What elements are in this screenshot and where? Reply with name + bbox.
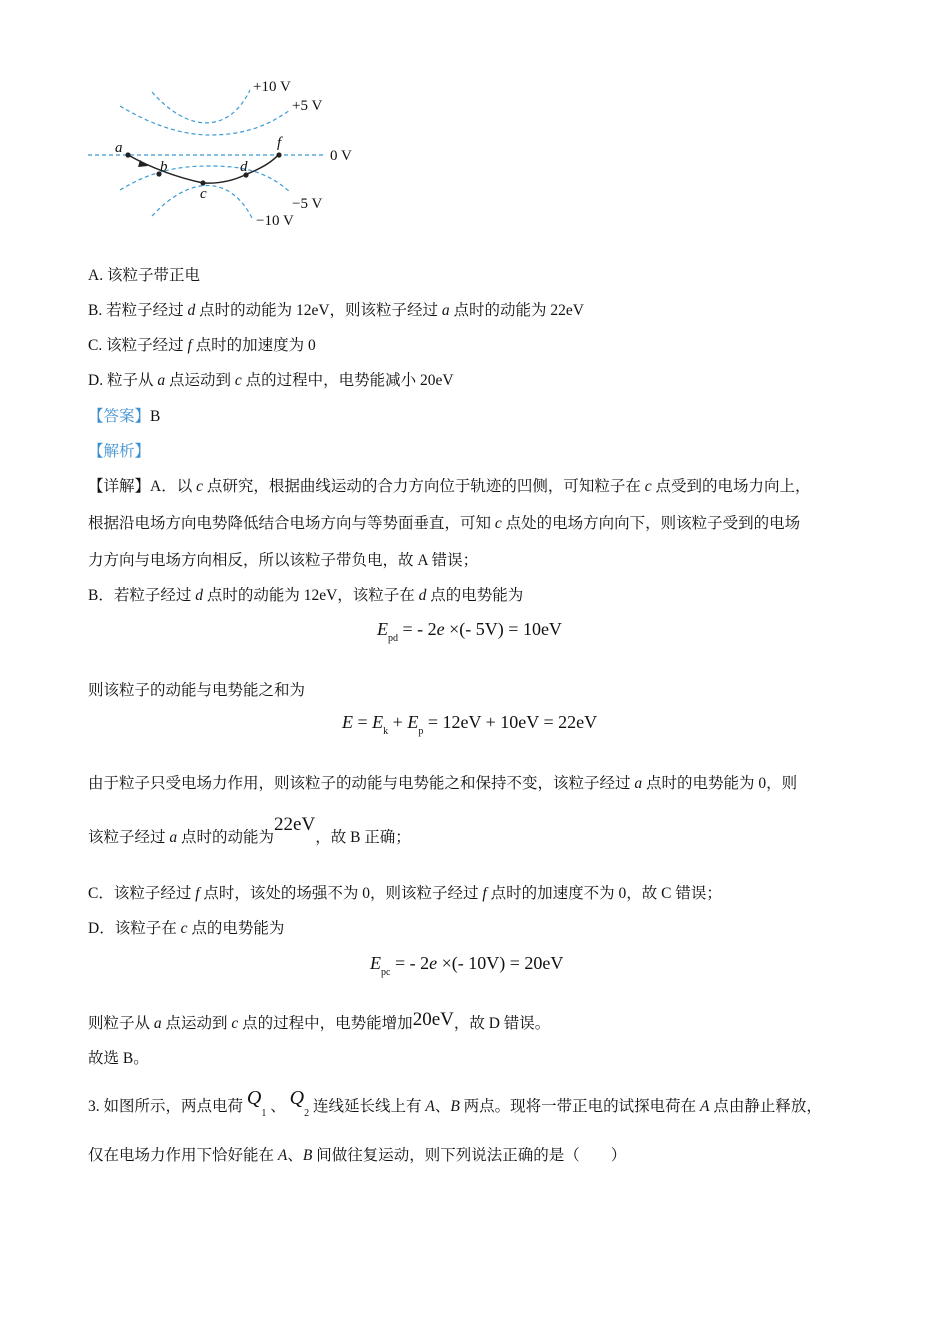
detail-line-2: 根据沿电场方向电势降低结合电场方向与等势面垂直，可知 c 点处的电场方向向下，则该粒子受到的电场 — [88, 515, 801, 532]
equation-epc: $E_{pc}$ = - 2e ×(- 10V) = 20eV — [370, 953, 564, 978]
detail-line-3: 力方向与电场方向相反，所以该粒子带负电，故 A 错误； — [88, 552, 479, 569]
label-zero: 0 V — [330, 148, 352, 164]
detail-line-6: 由于粒子只受电场力作用，则该粒子的动能与电势能之和保持不变，该粒子经过 a 点时的电势能为 0，则 — [88, 775, 798, 792]
option-c: C. 该粒子经过 f 点时的加速度为 0 — [88, 337, 316, 354]
option-d: D. 粒子从 a 点运动到 c 点的过程中，电势能减小 20eV — [88, 372, 454, 389]
analysis-label: 【解析】 — [88, 443, 151, 460]
option-a: A. 该粒子带正电 — [88, 267, 200, 284]
detail-line-7: 该粒子经过 a 点时的动能为22eV，故 B 正确； — [88, 814, 411, 846]
detail-line-4: B．若粒子经过 d 点时的动能为 12eV，该粒子在 d 点的电势能为 — [88, 587, 524, 604]
label-minus10: −10 V — [256, 213, 294, 229]
label-f: f — [277, 135, 282, 151]
equation-energy-sum: $E = E_k + E_p = 12eV + 10eV = 22eV$ — [342, 712, 598, 737]
detail-line-1: 【详解】A．以 c 点研究，根据曲线运动的合力方向位于轨迹的凹侧，可知粒子在 c 点受到的电场力向上， — [88, 478, 811, 495]
trajectory — [128, 155, 278, 183]
detail-line-8: C．该粒子经过 f 点时，该处的场强不为 0，则该粒子经过 f 点时的加速度不为 0，故 C 错误； — [88, 885, 722, 902]
equipotential-figure — [80, 70, 380, 240]
point-c — [200, 180, 205, 185]
detail-line-9: D．该粒子在 c 点的电势能为 — [88, 920, 285, 937]
label-a: a — [115, 140, 123, 156]
detail-line-5: 则该粒子的动能与电势能之和为 — [88, 682, 306, 699]
equation-epd: $E_{pd}$ = - 2e ×(- 5V) = 10eV — [377, 619, 562, 644]
option-b: B. 若粒子经过 d 点时的动能为 12eV，则该粒子经过 a 点时的动能为 22eV — [88, 302, 584, 319]
label-plus10: +10 V — [253, 79, 291, 95]
point-a — [125, 152, 130, 157]
label-d: d — [240, 159, 248, 175]
equipotential-plus10 — [152, 90, 250, 123]
label-plus5: +5 V — [292, 98, 323, 114]
label-c: c — [200, 186, 207, 202]
detail-line-10: 则粒子从 a 点运动到 c 点的过程中，电势能增加20eV，故 D 错误。 — [88, 1009, 551, 1032]
question-3-line-1: 3. 如图所示，两点电荷 $Q_1$ 、 $Q_2$ 连线延长线上有 A、B 两点。现将一带正电的试探电荷在 A 点由静止释放， — [88, 1087, 822, 1119]
label-minus5: −5 V — [292, 196, 323, 212]
detail-line-11: 故选 B。 — [88, 1050, 149, 1067]
answer-label: 【答案】 — [88, 408, 151, 425]
answer-value: B — [150, 408, 161, 425]
point-f — [276, 152, 281, 157]
label-b: b — [160, 159, 168, 175]
equipotential-plus5 — [120, 106, 290, 135]
question-3-line-2: 仅在电场力作用下恰好能在 A、B 间做往复运动，则下列说法正确的是（ ） — [88, 1147, 627, 1164]
answer-line — [88, 407, 160, 427]
